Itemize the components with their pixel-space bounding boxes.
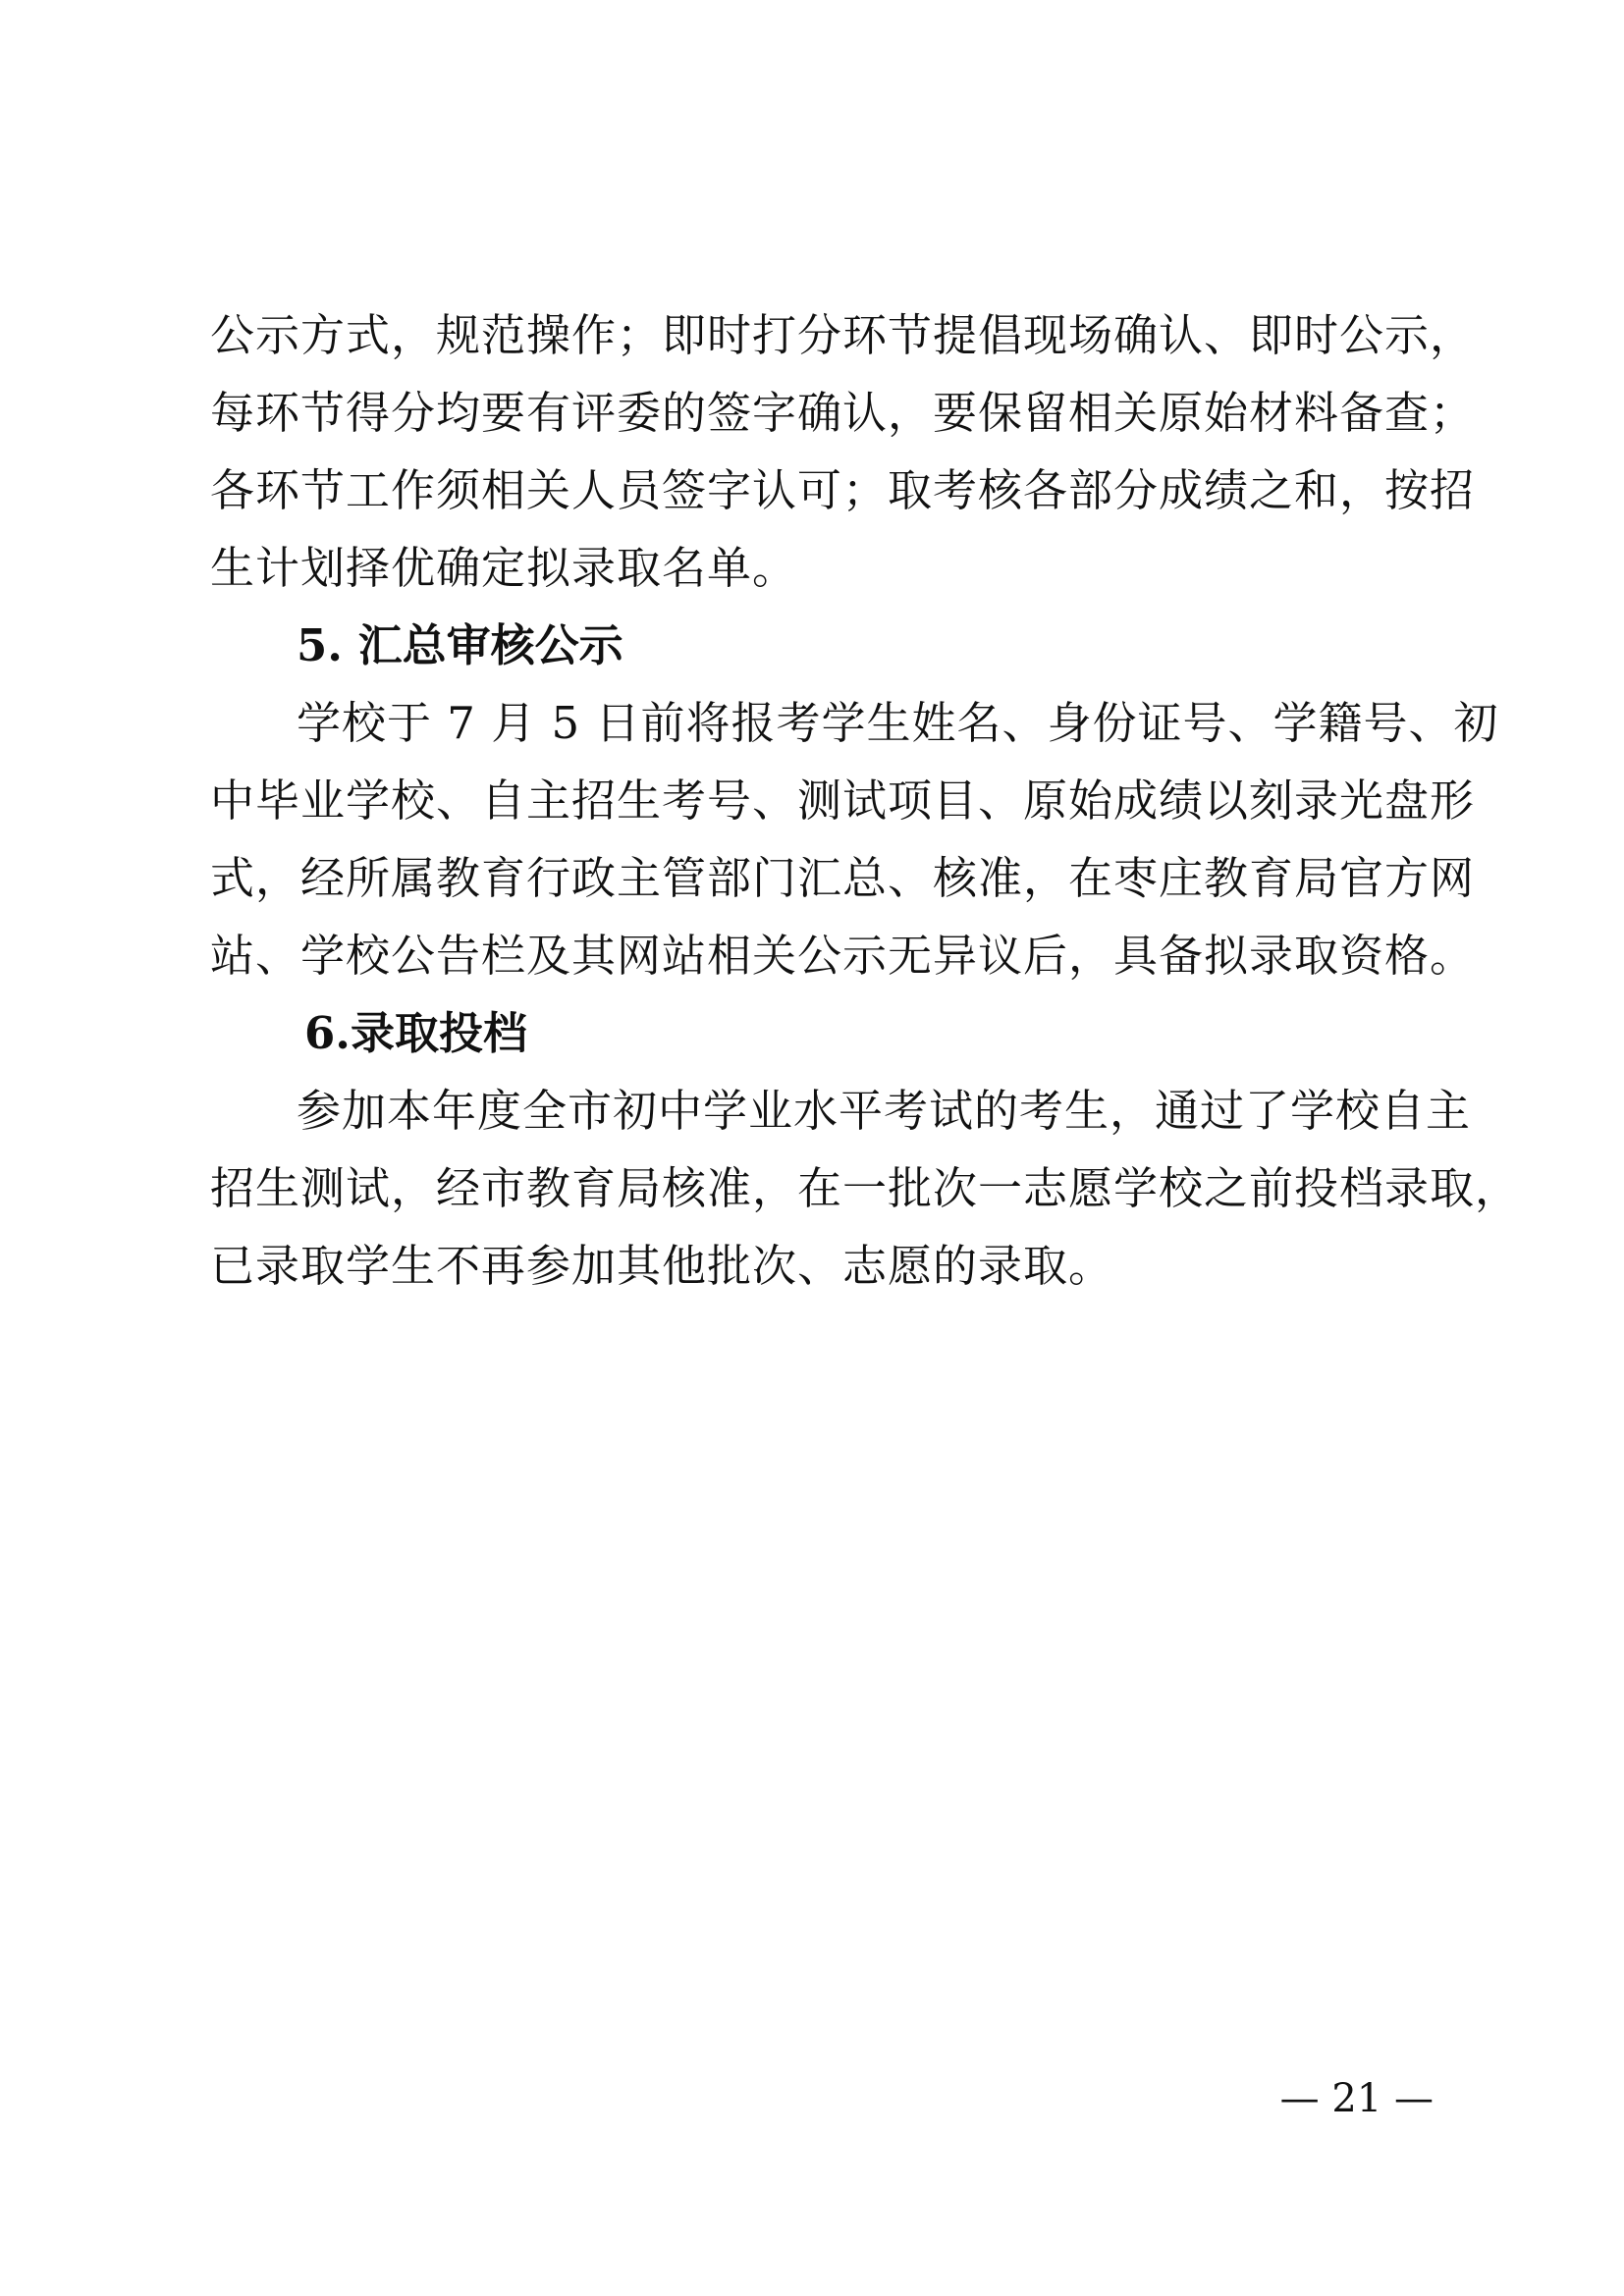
paragraph-line: 站、学校公告栏及其网站相关公示无异议后，具备拟录取资格。 [210, 930, 1476, 982]
paragraph-line: 招生测试，经市教育局核准，在一批次一志愿学校之前投档录取， [210, 1162, 1521, 1214]
paragraph-line: 中毕业学校、自主招生考号、测试项目、原始成绩以刻录光盘形 [210, 774, 1476, 827]
section-heading: 5. 汇总审核公示 [297, 619, 623, 671]
paragraph-line: 学校于 7 月 5 日前将报考学生姓名、身份证号、学籍号、初 [297, 697, 1499, 749]
paragraph-line: 公示方式，规范操作；即时打分环节提倡现场确认、即时公示， [210, 309, 1476, 361]
paragraph-line: 生计划择优确定拟录取名单。 [210, 542, 798, 594]
page-number: — 21 — [1279, 2076, 1434, 2121]
paragraph-line: 式，经所属教育行政主管部门汇总、核准，在枣庄教育局官方网 [210, 852, 1476, 904]
paragraph-line: 参加本年度全市初中学业水平考试的考生，通过了学校自主 [297, 1085, 1472, 1137]
section-heading: 6.录取投档 [304, 1007, 527, 1059]
paragraph-line: 每环节得分均要有评委的签字确认，要保留相关原始材料备查； [210, 387, 1476, 439]
paragraph-line: 已录取学生不再参加其他批次、志愿的录取。 [210, 1240, 1114, 1292]
paragraph-line: 各环节工作须相关人员签字认可；取考核各部分成绩之和，按招 [210, 464, 1476, 516]
